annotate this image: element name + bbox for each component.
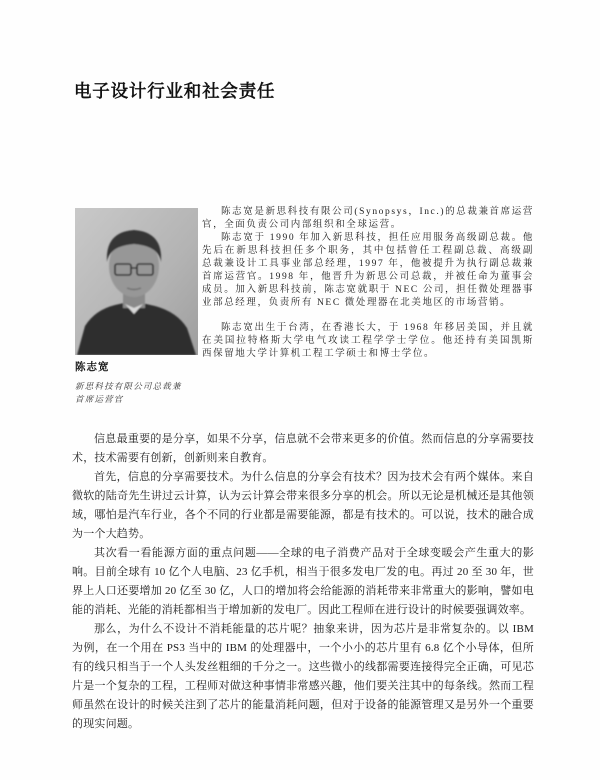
caption-author-role-line2: 首席运营官 [75, 394, 124, 404]
portrait-photo [75, 208, 198, 355]
article-body [72, 430, 534, 734]
caption-author-role-line1: 新思科技有限公司总裁兼 [75, 381, 182, 391]
article-paragraph: 信息最重要的是分享，如果不分享，信息就不会带来更多的价值。然而信息的分享需要技术，技术需要有创新，创新则来自教育。 [72, 433, 534, 464]
portrait-photo-graphic [75, 208, 198, 355]
article-paragraph: 首先，信息的分享需要技术。为什么信息的分享会有技术？因为技术会有两个媒体。来自微软的陆奇先生讲过云计算，认为云计算会带来很多分享的机会。所以无论是机械还是其他领域，哪怕是汽车行业，各个不同的行业都是需要能源，都是有技术的。可以说，技术的融合成为一个大趋势。 [72, 471, 534, 540]
author-bio [202, 206, 534, 361]
page-title: 电子设计行业和社会责任 [74, 81, 276, 101]
article-paragraph: 其次看一看能源方面的重点问题——全球的电子消费产品对于全球变暖会产生重大的影响。目前全球有 10 亿个人电脑、23 亿手机，相当于很多发电厂发的电。再过 20 至 30 年，世界上人口还要增加 20 亿至 30 亿，人口的增加将会给能源的消耗带来非常重大的影响，譬如电能的消耗、光能的消耗都相当于增加新的发电厂。因此工程师在进行设计的时候要强调效率。 [72, 547, 534, 616]
bio-paragraph: 陈志宽于 1990 年加入新思科技，担任应用服务高级副总裁。他先后在新思科技担任多个职务，其中包括曾任工程副总裁、高级副总裁兼设计工具事业部总经理，1997 年，他被提升为执行副总裁兼首席运营官。1998 年，他晋升为新思公司总裁，并被任命为董事会成员。加入新思科技前，陈志宽就职于 NEC 公司，担任微处理器事业部总经理，负责所有 NEC 微处理器在北美地区的市场营销。 [202, 233, 534, 308]
bio-paragraph: 陈志宽出生于台湾，在香港长大，于 1968 年移居美国，并且就在美国拉特格斯大学电气攻读工程学学士学位。他还持有美国凯斯西保留地大学计算机工程工学硕士和博士学位。 [202, 323, 534, 359]
article-paragraph: 那么，为什么不设计不消耗能量的芯片呢？抽象来讲，因为芯片是非常复杂的。以 IBM 为例，在一个用在 PS3 当中的 IBM 的处理器中，一个小小的芯片里有 6.8 亿个小导体，但所有的线只相当于一个人头发丝粗细的千分之一。这些微小的线都需要连接得完全正确，可见芯片是一个复杂的工程，工程师对做这种事情非常感兴趣，他们要关注其中的每条线。然而工程师虽然在设计的时候关注到了芯片的能量消耗问题，但对于设备的能源管理又是另外一个重要的现实问题。 [72, 623, 534, 730]
caption-author-name: 陈志宽 [75, 361, 110, 373]
bio-paragraph: 陈志宽是新思科技有限公司(Synopsys，Inc.)的总裁兼首席运营官，全面负责公司内部组织和全球运营。 [202, 207, 534, 230]
photo-caption [75, 359, 235, 406]
